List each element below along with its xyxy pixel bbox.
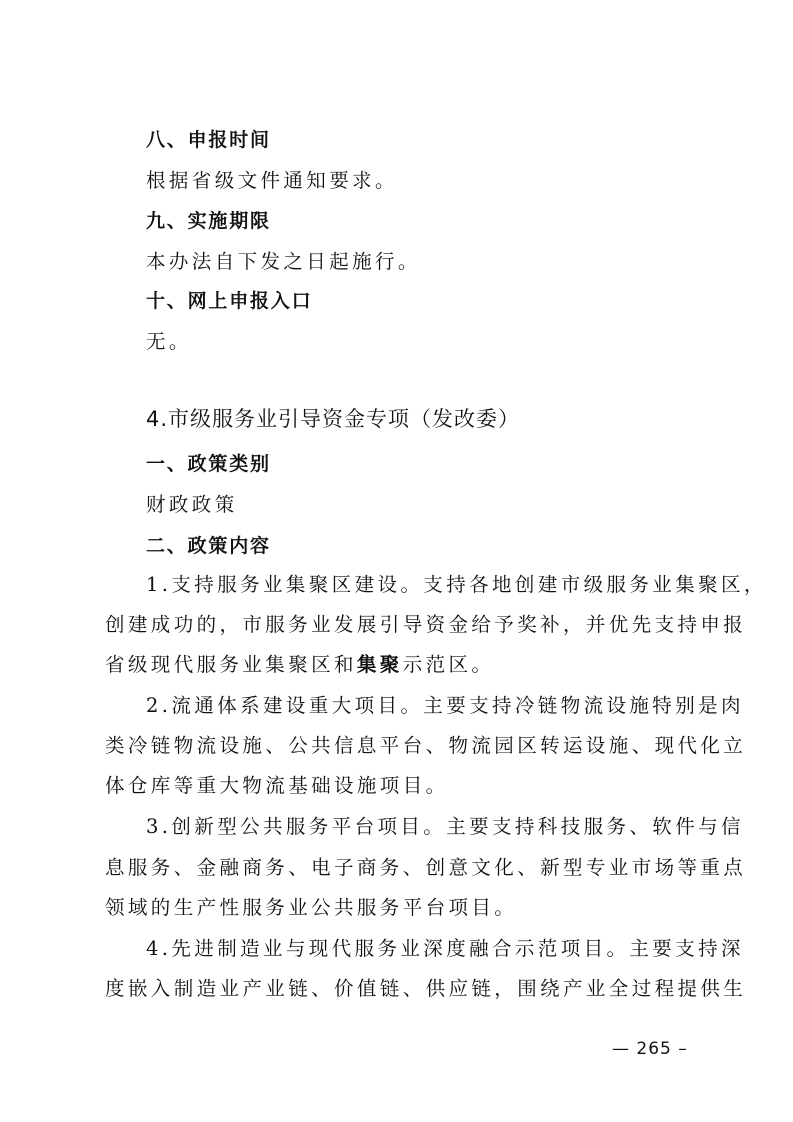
- page-number: — 265 –: [612, 1039, 688, 1059]
- paragraph-1-line-3: [105, 652, 494, 678]
- paragraph-3-line-1: 3.创新型公共服务平台项目。主要支持科技服务、软件与信: [146, 815, 744, 838]
- section-heading-application-time: 八、申报时间: [146, 129, 271, 151]
- paragraph-1-line-3-post: 示范区。: [402, 653, 495, 676]
- section-heading-policy-content: 二、政策内容: [146, 535, 271, 557]
- paragraph-3-line-2: 息服务、金融商务、电子商务、创意文化、新型专业市场等重点: [105, 856, 747, 879]
- paragraph-2-line-1: 2.流通体系建设重大项目。主要支持冷链物流设施特别是肉: [146, 694, 744, 717]
- paragraph-1-line-1: 1.支持服务业集聚区建设。支持各地创建市级服务业集聚区，: [146, 573, 767, 596]
- section-text-online-entry: 无。: [146, 330, 192, 353]
- project-title: 4.市级服务业引导资金专项（发改委）: [146, 407, 521, 431]
- paragraph-1-line-3-bold: 集聚: [356, 653, 403, 676]
- section-text-policy-category: 财政政策: [146, 493, 238, 516]
- paragraph-2-line-2: 类冷链物流设施、公共信息平台、物流园区转运设施、现代化立: [105, 734, 747, 757]
- paragraph-4-line-2: 度嵌入制造业产业链、价值链、供应链，围绕产业全过程提供生: [105, 977, 747, 1000]
- section-heading-policy-category: 一、政策类别: [146, 453, 271, 475]
- paragraph-4-line-1: 4.先进制造业与现代服务业深度融合示范项目。主要支持深: [146, 937, 744, 960]
- section-heading-online-entry: 十、网上申报入口: [146, 290, 313, 312]
- paragraph-1-line-2: 创建成功的，市服务业发展引导资金给予奖补，并优先支持申报: [105, 613, 747, 636]
- section-heading-implementation-period: 九、实施期限: [146, 210, 271, 232]
- paragraph-1-line-3-pre: 省级现代服务业集聚区和: [105, 653, 357, 676]
- paragraph-3-line-3: 领域的生产性服务业公共服务平台项目。: [105, 896, 518, 919]
- section-text-application-time: 根据省级文件通知要求。: [146, 169, 398, 192]
- paragraph-2-line-3: 体仓库等重大物流基础设施项目。: [105, 774, 449, 797]
- section-text-implementation-period: 本办法自下发之日起施行。: [146, 250, 421, 273]
